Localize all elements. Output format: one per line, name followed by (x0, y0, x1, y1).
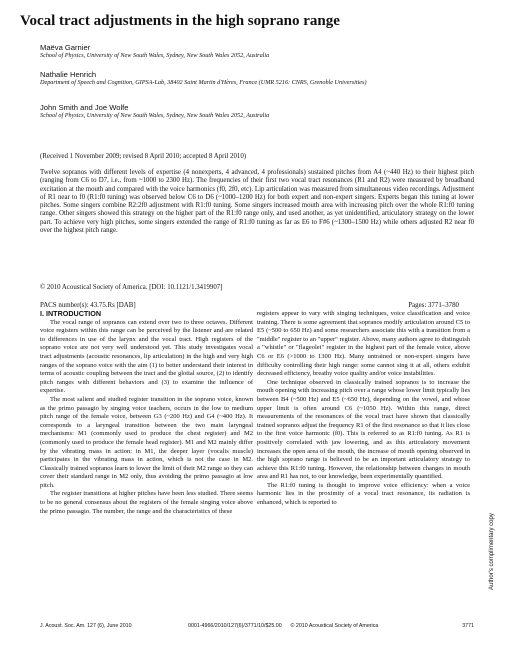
right-column (257, 310, 470, 508)
society-copyright: © 2010 Acoustical Society of America (290, 623, 379, 629)
author-block-1 (40, 43, 480, 60)
author-block-2 (40, 70, 480, 87)
body-paragraph: registers appear to vary with singing techniques, voice classification and voice training. There is some agreement that sopranos modify articulation around C5 to E5 (~500 to 650 Hz) and some researchers associate this with a transition from a "middle" register to an "upper" register. Above, many authors agree to distinguish a "whistle" or "flageolet" register in the highest part of the female voice, above C6 or E6 (>1000 to 1300 Hz). Many untrained or non-expert singers have difficulty controlling their high range: some cannot sing it at all, others exhibit decreased efficiency, breathy voice quality and/or voice instabilities. (257, 310, 470, 378)
author-name: Maëva Garnier (40, 43, 91, 52)
body-paragraph: The register transitions at higher pitches have been less studied. There seems to be no general consensus about the registers of the female singing voice above the primo passagio. The number, the range and the characteristics of these (40, 490, 253, 515)
author-name: John Smith and Joe Wolfe (40, 103, 129, 112)
body-paragraph: The vocal range of sopranos can extend over two to three octaves. Different voice registers within this range can be perceived by the listener and are related to differences in use of the larynx and the vocal tract. High registers of the soprano voice are not very well understood yet. This study investigates vocal tract adjustments (acoustic resonances, lip articulation) in the high and very high ranges of the soprano voice with the aim (1) to better understand their interest in terms of acoustic coupling between the tract and the glottal source, (2) to identify pitch ranges with different behaviors and (3) to examine the influence of expertise. (40, 318, 253, 395)
issn-code: 0001-4966/2010/127(6)/3771/10/$25.00 (188, 623, 282, 629)
paper-title: Vocal tract adjustments in the high soprano range (20, 13, 340, 29)
journal-citation: J. Acoust. Soc. Am. 127 (6), June 2010 (40, 623, 132, 629)
author-block-3 (40, 103, 480, 120)
side-watermark-text: Author's complimentary copy (489, 513, 495, 590)
author-name: Nathalie Henrich (40, 70, 97, 79)
page-number: 3771 (462, 623, 474, 629)
pacs-numbers: PACS number(s): 43.75.Rs [DAB] (40, 302, 136, 309)
left-column (40, 310, 253, 516)
footer-issn-society (188, 623, 378, 630)
body-paragraph: One technique observed in classically trained sopranos is to increase the mouth opening with increasing pitch over a range whose lower limit typically lies between B4 (~500 Hz) and E5 (~650 Hz), depending on the vowel, and whose upper limit is often around C6 (~1050 Hz). Within this range, direct measurements of the resonances of the vocal tract have shown that classically trained sopranos adjust the frequency R1 of the first resonance so that it lies close to the first voice harmonic (f0). This is referred to as R1:f0 tuning. As R1 is positively correlated with jaw lowering, and as this articulatory movement increases the open area of the mouth, the increase of mouth opening observed in the high soprano range is believed to be an important articulatory strategy to achieve this R1:f0 tuning. However, the relationship between changes in mouth area and R1 has not, to our knowledge, been experimentally quantified. (257, 378, 470, 481)
copyright-doi: © 2010 Acoustical Society of America. [DOI: 10.1121/1.3419907] (40, 284, 223, 291)
body-paragraph: The most salient and studied register transition in the soprano voice, known as the primo passagio by singing voice teachers, occurs in the low to medium pitch range of the female voice, between G3 (~200 Hz) and G4 (~400 Hz). It corresponds to a laryngeal transition between the two main laryngeal mechanisms: M1 (commonly used to produce the chest register) and M2 (commonly used to produce the female head register). M1 and M2 mainly differ by the vibrating mass in action: in M1, the deeper layer (vocalis muscle) participates in the vibrating mass in action, which is not the case in M2. Classically trained sopranos learn to lower the limit of their M2 range so they can cover their standard range in M2 only, thus avoiding the primo passagio at low pitch. (40, 395, 253, 489)
author-affiliation: School of Physics, University of New South Wales, Sydney, New South Wales 2052, Australia (40, 52, 270, 59)
received-dates: (Received 1 November 2009; revised 8 April 2010; accepted 8 April 2010) (40, 153, 247, 160)
section-heading: I. INTRODUCTION (40, 309, 102, 318)
author-affiliation: School of Physics, University of New South Wales, Sydney, New South Wales 2052, Australia (40, 112, 270, 119)
page-range: Pages: 3771–3780 (408, 302, 459, 309)
author-affiliation: Department of Speech and Cognition, GIPSA-Lab, 38402 Saint Martin d'Hères, France (UMR 5216: CNRS, Grenoble Universities) (40, 79, 367, 86)
body-paragraph: The R1:f0 tuning is thought to improve voice efficiency: when a voice harmonic lies in the proximity of a vocal tract resonance, its radiation is enhanced, which is reported to (257, 481, 470, 507)
abstract: Twelve sopranos with different levels of expertise (4 nonexperts, 4 advanced, 4 professionals) sustained pitches from A4 (~440 Hz) to their highest pitch (ranging from C6 to D7, i.e., from ~1000 to 2300 Hz). The frequencies of their first two vocal tract resonances (R1 and R2) were measured by broadband excitation at the mouth and compared with the voice harmonics (f0, 2f0, etc). Lip articulation was measured from simultaneous video recordings. Adjustment of R1 near to f0 (R1:f0 tuning) was observed below C6 to D6 (~1000–1200 Hz) for both expert and non-expert singers. Experts began this tuning at lower pitches. Some singers combine R2:2f0 adjustment with R1:f0 tuning. Some singers increased mouth area with increasing pitch over the whole R1:f0 tuning range. Other singers showed this strategy on the higher part of the R1:f0 range only, and used another, as yet unidentified, articulatory strategy on the lower part. To achieve very high pitches, some singers extended the range of R1:f0 tuning as far as E6 to F#6 (~1300–1500 Hz) while others adjusted R2 near f0 over the highest pitch range. (40, 169, 474, 235)
